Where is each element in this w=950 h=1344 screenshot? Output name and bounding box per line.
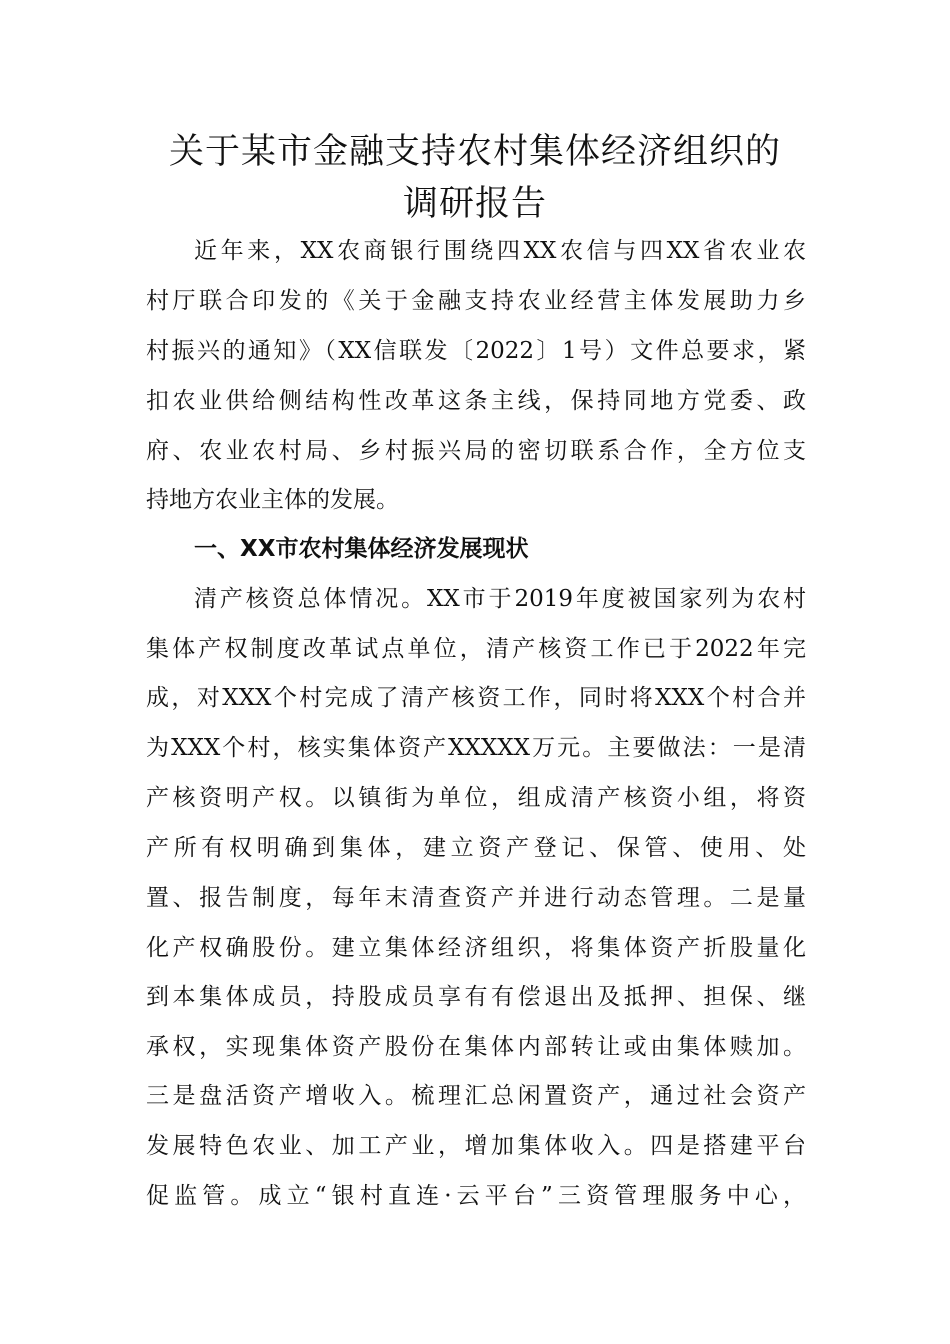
- section-paragraph-line: 集体产权制度改革试点单位，清产核资工作已于2022年完: [146, 636, 806, 662]
- section-paragraph-line: 清产核资总体情况。XX市于2019年度被国家列为农村: [194, 586, 806, 612]
- section-paragraph-line: 产核资明产权。以镇街为单位，组成清产核资小组，将资: [146, 785, 806, 811]
- section-paragraph-line: 成，对XXX个村完成了清产核资工作，同时将XXX个村合并: [146, 685, 806, 711]
- intro-paragraph-line: 府、农业农村局、乡村振兴局的密切联系合作，全方位支: [146, 438, 806, 464]
- intro-paragraph-line: 近年来，XX农商银行围绕四XX农信与四XX省农业农: [194, 238, 806, 264]
- section-heading: 一、XX市农村集体经济发展现状: [194, 536, 529, 562]
- section-paragraph-line: 为XXX个村，核实集体资产XXXXX万元。主要做法：一是清: [146, 735, 806, 761]
- intro-paragraph-line: 持地方农业主体的发展。: [146, 487, 399, 513]
- section-paragraph-line: 发展特色农业、加工产业，增加集体收入。四是搭建平台: [146, 1133, 806, 1159]
- section-paragraph-line: 到本集体成员，持股成员享有有偿退出及抵押、担保、继: [146, 984, 806, 1010]
- document-title-line-1: 关于某市金融支持农村集体经济组织的: [168, 132, 781, 172]
- section-paragraph-line: 置、报告制度，每年末清查资产并进行动态管理。二是量: [146, 885, 806, 911]
- intro-paragraph-line: 村厅联合印发的《关于金融支持农业经营主体发展助力乡: [146, 288, 806, 314]
- section-paragraph-line: 产所有权明确到集体，建立资产登记、保管、使用、处: [146, 835, 806, 861]
- section-paragraph-line: 化产权确股份。建立集体经济组织，将集体资产折股量化: [146, 935, 806, 961]
- document-title-line-2: 调研报告: [402, 184, 547, 224]
- section-paragraph-line: 三是盘活资产增收入。梳理汇总闲置资产，通过社会资产: [146, 1083, 806, 1109]
- intro-paragraph-line: 扣农业供给侧结构性改革这条主线，保持同地方党委、政: [146, 388, 806, 414]
- intro-paragraph-line: 村振兴的通知》（XX信联发〔2022〕1号）文件总要求，紧: [146, 338, 806, 364]
- section-paragraph-line: 促监管。成立“银村直连·云平台”三资管理服务中心，: [146, 1183, 806, 1209]
- section-paragraph-line: 承权，实现集体资产股份在集体内部转让或由集体赎加。: [146, 1034, 806, 1060]
